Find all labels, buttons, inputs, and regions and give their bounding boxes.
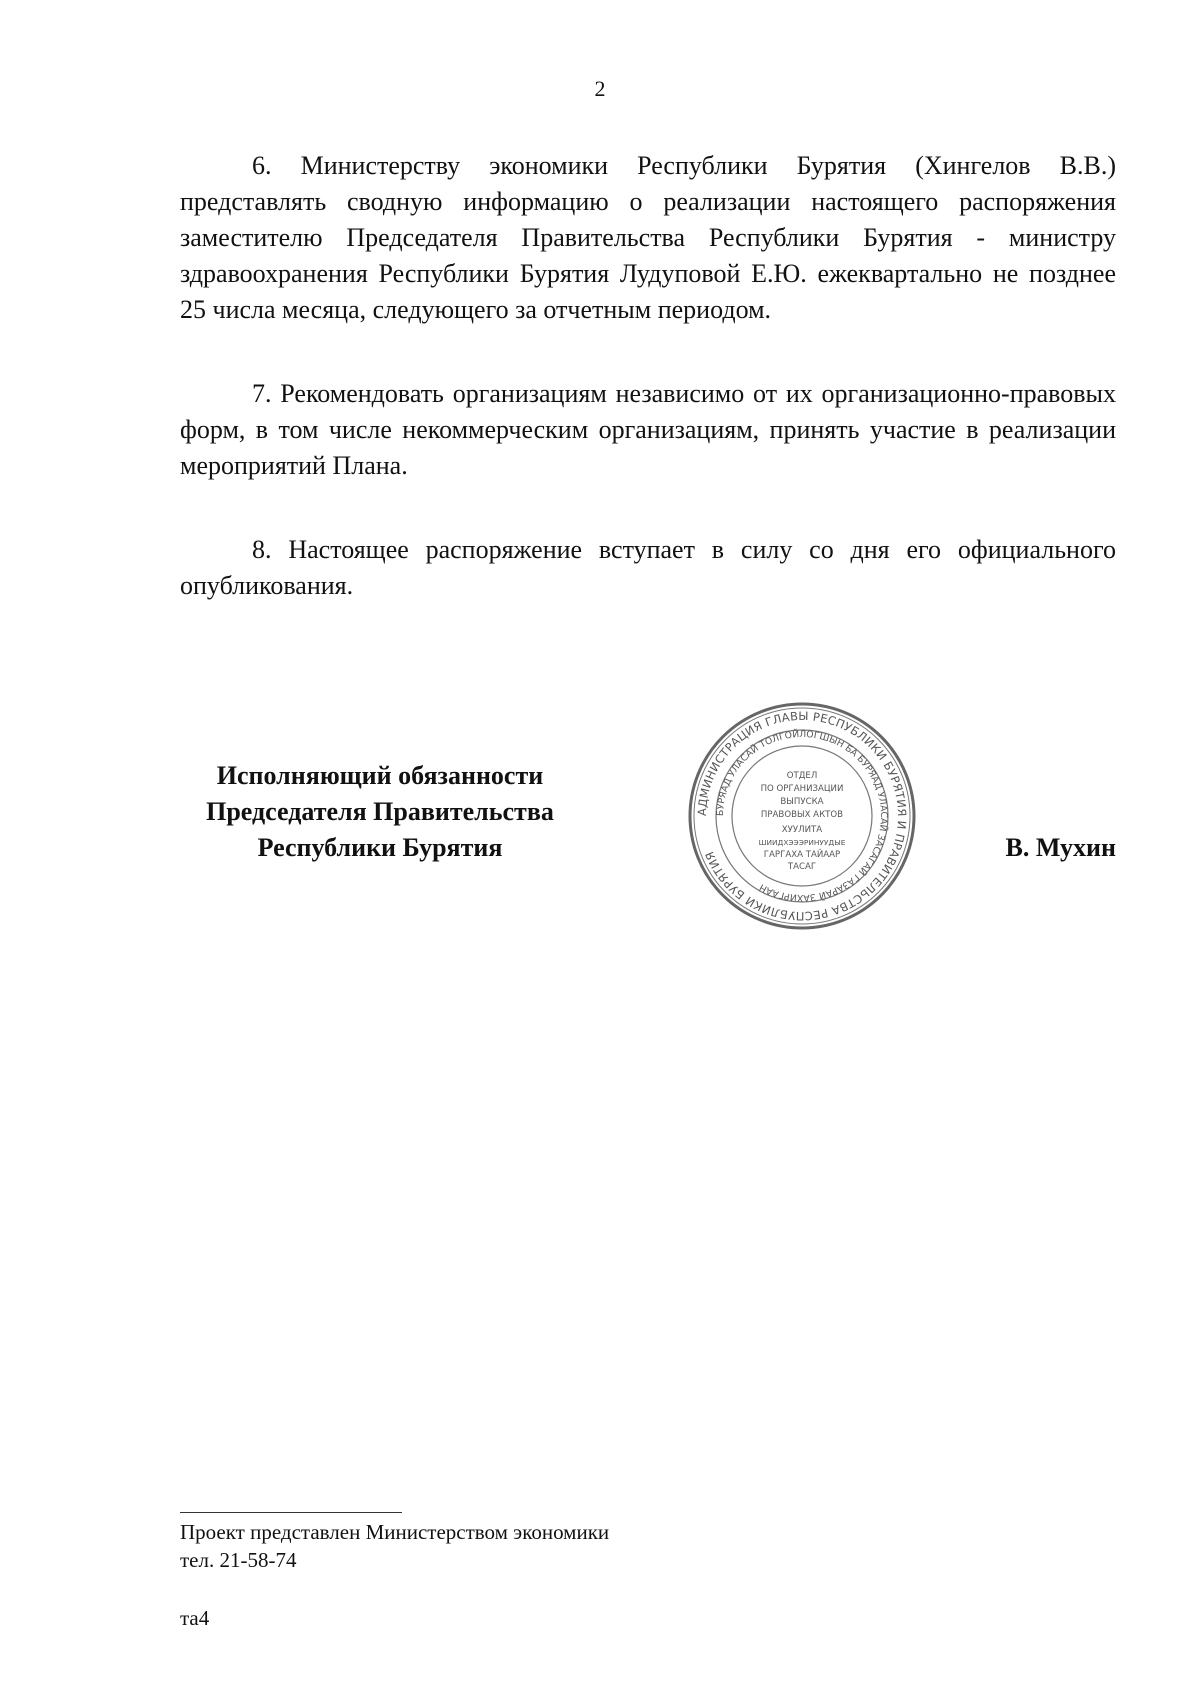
official-seal-stamp (686, 700, 918, 932)
footer-line-2: тел. 21-58-74 (180, 1548, 297, 1572)
seal-center-line-6: ШИИДХЭЭЭРИНУУДЫЕ (758, 838, 846, 847)
paragraph-6: 6. Министерству экономики Республики Бурятия (Хингелов В.В.) представлять сводную информацию о реализации настоящего распоряжения заместителю Председателя Правительства Республики Бурятия - министру здравоохранения Республики Бурятия Лудуповой Е.Ю. ежеквартально не позднее 25 числа месяца, следующего за отчетным периодом. (180, 151, 1116, 324)
seal-inner-ring-text: БУРЯАД УЛАСАЙ ТОЛГОЙЛОГШЫН БА БУРЯАД УЛАСАЙ ЗАСАГАЙ ГАЗАРАЙ ЗАХИРГААН (714, 728, 890, 904)
footer-note (180, 1518, 609, 1574)
footer-line-1: Проект представлен Министерством экономики (180, 1520, 610, 1544)
footer-divider (180, 1512, 402, 1513)
seal-center-line-8: ТАСАГ (787, 862, 817, 872)
seal-center-line-4: ПРАВОВЫХ АКТОВ (760, 810, 844, 820)
seal-center-line-7: ГАРГАХА ТАЙААР (763, 850, 841, 860)
seal-outer-text: АДМИНИСТРАЦИЯ ГЛАВЫ РЕСПУБЛИКИ БУРЯТИЯ И ПРАВИТЕЛЬСТВА РЕСПУБЛИКИ БУРЯТИЯ (694, 708, 910, 924)
signatory-title-line-3: Республики Бурятия (257, 833, 503, 862)
seal-center-line-3: ВЫПУСКА (780, 797, 824, 807)
signatory-title-line-2: Председателя Правительства (206, 797, 554, 826)
document-marker: та4 (180, 1606, 210, 1630)
paragraph-8: 8. Настоящее распоряжение вступает в силу со дня его официального опубликования. (180, 535, 1116, 600)
seal-center-line-5: ХУУЛИТА (781, 825, 823, 835)
paragraph-7: 7. Рекомендовать организациям независимо от их организационно-правовых форм, в том числе некоммерческим организациям, принять участие в реализации мероприятий Плана. (180, 379, 1116, 480)
seal-center-line-1: ОТДЕЛ (786, 771, 818, 781)
signatory-name: В. Мухин (1005, 833, 1116, 862)
signatory-title-line-1: Исполняющий обязанности (216, 761, 544, 790)
seal-center-line-2: ПО ОРГАНИЗАЦИИ (760, 784, 844, 794)
page-number: 2 (594, 76, 606, 101)
signatory-title (150, 758, 610, 866)
